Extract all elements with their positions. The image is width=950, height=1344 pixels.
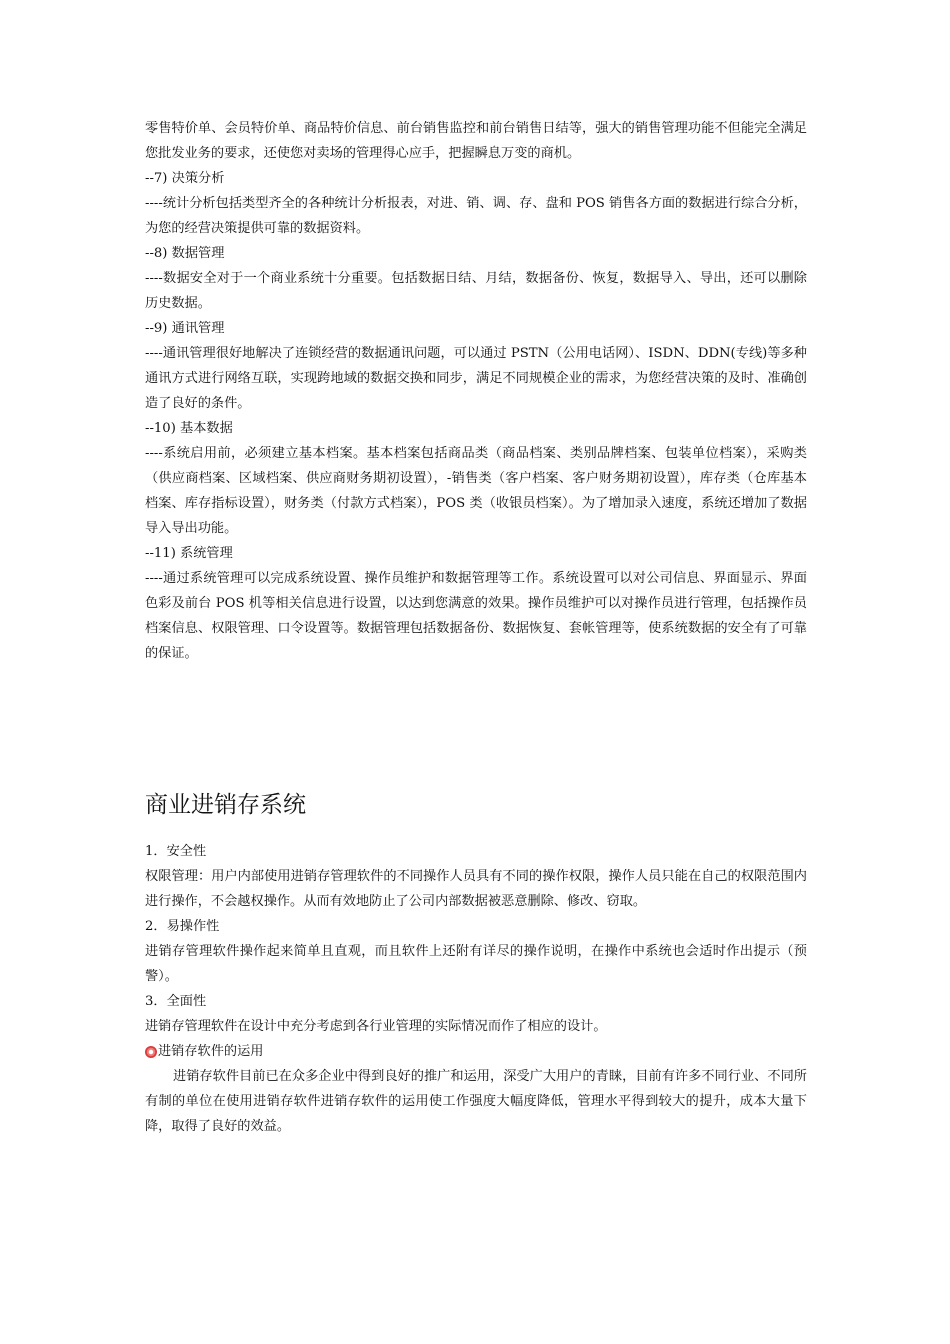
heading-basic-data: --10) 基本数据 <box>145 421 233 436</box>
heading-communication-management: --9) 通讯管理 <box>145 321 225 336</box>
system-features-section <box>145 839 807 1139</box>
paragraph-software-usage: 进销存软件目前已在众多企业中得到良好的推广和运用，深受广大用户的青睐，目前有许多不同行业、不同所有制的单位在使用进销存软件进销存软件的运用使工作强度大幅度降低，管理水平得到较大的提升，成本大量下降，取得了良好的效益。 <box>145 1069 807 1134</box>
feature-list-section <box>145 116 807 666</box>
heading-software-usage <box>145 1039 807 1064</box>
paragraph-sales-management: 零售特价单、会员特价单、商品特价信息、前台销售监控和前台销售日结等，强大的销售管理功能不但能完全满足您批发业务的要求，还使您对卖场的管理得心应手，把握瞬息万变的商机。 <box>145 121 807 161</box>
heading-data-management: --8) 数据管理 <box>145 246 225 261</box>
paragraph-data-management: ----数据安全对于一个商业系统十分重要。包括数据日结、月结，数据备份、恢复，数据导入、导出，还可以删除历史数据。 <box>145 271 807 311</box>
heading-security: 1．安全性 <box>145 844 207 859</box>
paragraph-ease-of-use: 进销存管理软件操作起来简单且直观，而且软件上还附有详尽的操作说明，在操作中系统也会适时作出提示（预警）。 <box>145 944 807 984</box>
paragraph-basic-data: ----系统启用前，必须建立基本档案。基本档案包括商品类（商品档案、类别品牌档案、包装单位档案），采购类（供应商档案、区域档案、供应商财务期初设置），-销售类（客户档案、客户财务期初设置），库存类（仓库基本档案、库存指标设置），财务类（付款方式档案），POS 类（收银员档案）。为了增加录入速度，系统还增加了数据导入导出功能。 <box>145 446 807 536</box>
heading-comprehensiveness: 3．全面性 <box>145 994 207 1009</box>
paragraph-communication-management: ----通讯管理很好地解决了连锁经营的数据通讯问题，可以通过 PSTN（公用电话网）、ISDN、DDN(专线)等多种通讯方式进行网络互联，实现跨地域的数据交换和同步，满足不同规模企业的需求，为您经营决策的及时、准确创造了良好的条件。 <box>145 346 807 411</box>
heading-software-usage-text: 进销存软件的运用 <box>158 1044 264 1059</box>
heading-system-management: --11) 系统管理 <box>145 546 233 561</box>
heading-ease-of-use: 2．易操作性 <box>145 919 220 934</box>
heading-decision-analysis: --7) 决策分析 <box>145 171 225 186</box>
red-bullet-icon <box>145 1046 157 1058</box>
system-overview-section <box>145 789 807 821</box>
section-title: 商业进销存系统 <box>145 792 306 818</box>
paragraph-security: 权限管理：用户内部使用进销存管理软件的不同操作人员具有不同的操作权限，操作人员只能在自己的权限范围内进行操作，不会越权操作。从而有效地防止了公司内部数据被恶意删除、修改、窃取。 <box>145 869 807 909</box>
paragraph-comprehensiveness: 进销存管理软件在设计中充分考虑到各行业管理的实际情况而作了相应的设计。 <box>145 1019 607 1034</box>
paragraph-system-management: ----通过系统管理可以完成系统设置、操作员维护和数据管理等工作。系统设置可以对公司信息、界面显示、界面色彩及前台 POS 机等相关信息进行设置，以达到您满意的效果。操作员维护可以对操作员进行管理，包括操作员档案信息、权限管理、口令设置等。数据管理包括数据备份、数据恢复、套帐管理等，使系统数据的安全有了可靠的保证。 <box>145 571 807 661</box>
paragraph-decision-analysis: ----统计分析包括类型齐全的各种统计分析报表，对进、销、调、存、盘和 POS 销售各方面的数据进行综合分析，为您的经营决策提供可靠的数据资料。 <box>145 196 807 236</box>
